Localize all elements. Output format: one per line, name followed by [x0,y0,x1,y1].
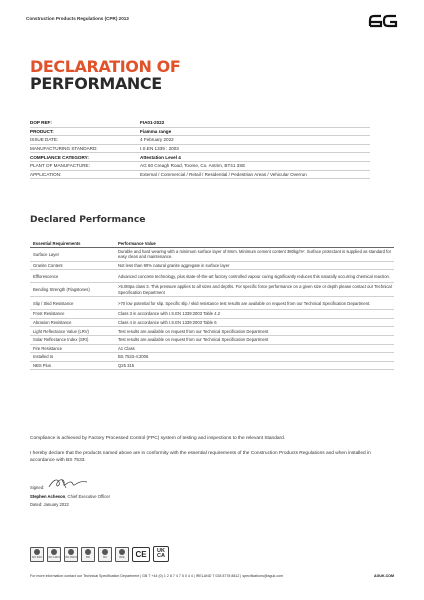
title-line-1: DECLARATION OF [30,57,181,76]
meta-row [30,162,370,171]
ce-mark-icon: CE [132,547,150,562]
meta-row [30,171,370,180]
meta-value: AG 60 Creagh Road, Toome, Co. Antrim, BT41 3SE [140,163,246,169]
requirement-cell: Efflorescence [33,273,59,279]
document-title [30,58,180,92]
header-performance: Performance Value [118,241,156,246]
table-row [30,310,394,319]
requirement-cell: Slip / Skid Resistance [33,300,74,306]
signature-block [30,476,110,507]
title-line-2: PERFORMANCE [30,74,162,93]
signer-role: , Chief Executive Officer [65,494,111,499]
certification-logo-icon [64,547,78,562]
table-row [30,283,394,297]
meta-row [30,128,370,137]
certification-label: ISO 14001 [48,556,60,559]
compliance-statement: Compliance is achieved by Factory Processed Control (FPC) system of testing and inspections to the relevant Standard. [30,436,286,441]
performance-value-cell: >5.0Mpa class 3. This pressure applies to all sizes and depths. For specific force performance on a given size or depth please contact our Technical Specification Department [118,284,392,295]
meta-value: Fiamma range [140,128,172,134]
table-row [30,262,394,271]
requirement-cell: Granite Content [33,262,63,268]
performance-value-cell: Not less than 90% natural granite aggregate in surface layer [118,262,230,268]
signed-label: Signed: [30,485,45,490]
requirement-cell: Installed to [33,354,54,360]
ukca-bottom: CA [157,553,165,559]
requirement-cell: Bending Strength (Flagstones) [33,287,90,293]
performance-value-cell: A1 Class [118,345,135,351]
certification-logo-icon [81,547,95,562]
meta-key: PRODUCT: [30,128,54,134]
footer-contact: For more information contact our Technical Specification Department | GB T +44 (0) 1 2 8 7 4 7 5 0 4 4 | IRELAND T 028 8778 8812 | specifications@aguk.com [30,574,284,578]
performance-value-cell: Test results are available on request from our Technical Specification Department [118,328,269,334]
table-row [30,353,394,362]
performance-value-cell: BS 7533-4:2006 [118,354,149,360]
certification-badge-icon [51,549,57,555]
certification-logo-icon [98,547,112,562]
certification-label: ISO 45001 [65,556,77,559]
product-meta-table [30,119,370,179]
requirement-cell: Surface Layer [33,251,60,257]
meta-key: APPLICATION: [30,171,62,177]
signature-icon [47,476,89,490]
meta-value: FIA01-2022 [140,120,165,126]
certification-logos [30,546,169,562]
meta-key: ISSUE DATE: [30,137,59,143]
meta-row [30,153,370,162]
table-row [30,362,394,371]
meta-row [30,136,370,145]
certification-label: BSI [85,556,91,559]
meta-key: DOP REF: [30,120,52,126]
signature-date: Dated: January 2022 [30,502,69,507]
certification-badge-icon [68,549,74,555]
performance-value-cell: >70 low potential for slip. Specific slip / skid resistance test results are available on request from our Technical Specification Department. [118,300,371,306]
signer-name: Stephen Acheson [30,494,66,499]
table-row [30,345,394,354]
performance-value-cell: Q25 315 [118,362,135,368]
performance-value-cell: Test results are available on request from our Technical Specification Department [118,337,269,343]
performance-value-cell: Durable and hard wearing with a minimum surface layer of 8mm. Minimum cement content 380kg/m². Surface protectant is supplied as standard for easy clean and maintenance. [118,249,392,260]
performance-table-header [30,240,394,248]
performance-value-cell: Class 4 in accordance with I.S.EN 1339:2003 Table 6 [118,319,217,325]
declaration-statement: I hereby declare that the products named above are in conformity with the essential requirements of the Construction Products Regulations and when installed in accordance with BS 7533. [30,451,371,463]
meta-key: PLANT OF MANUFACTURE: [30,163,90,169]
meta-value: I.S.EN 1339 : 2003 [140,146,179,152]
certification-badge-icon [34,549,40,555]
ukca-mark-icon [153,546,169,562]
certification-label: ISO 9001 [31,556,43,559]
regulation-label: Construction Products Regulations (CPR) 2013 [26,16,129,21]
signer [30,494,110,499]
meta-key: COMPLIANCE CATEGORY: [30,154,89,160]
table-row [30,248,394,262]
section-title: Declared Performance [30,214,146,225]
certification-logo-icon [30,547,44,562]
table-row [30,319,394,328]
certification-logo-icon [47,547,61,562]
performance-table [30,240,394,370]
meta-row [30,145,370,154]
meta-row [30,119,370,128]
requirement-cell: Fire Resistance [33,345,63,351]
certification-badge-icon [102,549,108,555]
requirement-cell: NBS Plus [33,362,51,368]
header-bar [26,14,398,30]
certification-badge-icon [85,549,91,555]
certification-label: BRE [119,556,125,559]
header-requirements: Essential Requirements [33,241,81,246]
table-row [30,336,394,345]
performance-value-cell: Class 3 in accordance with I.S.EN 1339:2003 Table 4.2 [118,311,221,317]
certification-badge-icon [119,549,125,555]
requirement-cell: Frost Resistance [33,311,65,317]
certification-label: ISO [102,556,108,559]
meta-key: MANUFACTURING STANDARD: [30,146,98,152]
footer [30,574,394,578]
ag-logo-icon [368,14,398,28]
table-row [30,270,394,283]
requirement-cell: Light Reflectance Value (LRV) [33,328,89,334]
table-row [30,327,394,336]
requirement-cell: Abrasion Resistance [33,319,72,325]
meta-value: 4 February 2022 [140,137,174,143]
certification-logo-icon [115,547,129,562]
meta-value: External / Commercial / Retail / Residential / Pedestrian Areas / Vehicular Overrun [140,171,307,177]
footer-website[interactable]: AGUK.COM [374,574,394,578]
meta-value: Attestation Level 4 [140,154,181,160]
performance-value-cell: Advanced concrete technology, plus state-of-the-art factory controlled vapour curing significantly reduces this naturally occurring chemical reaction. [118,273,391,279]
table-row [30,297,394,310]
requirement-cell: Solar Reflectance Index (SRI) [33,337,89,343]
ukca-top: UK [157,547,165,554]
